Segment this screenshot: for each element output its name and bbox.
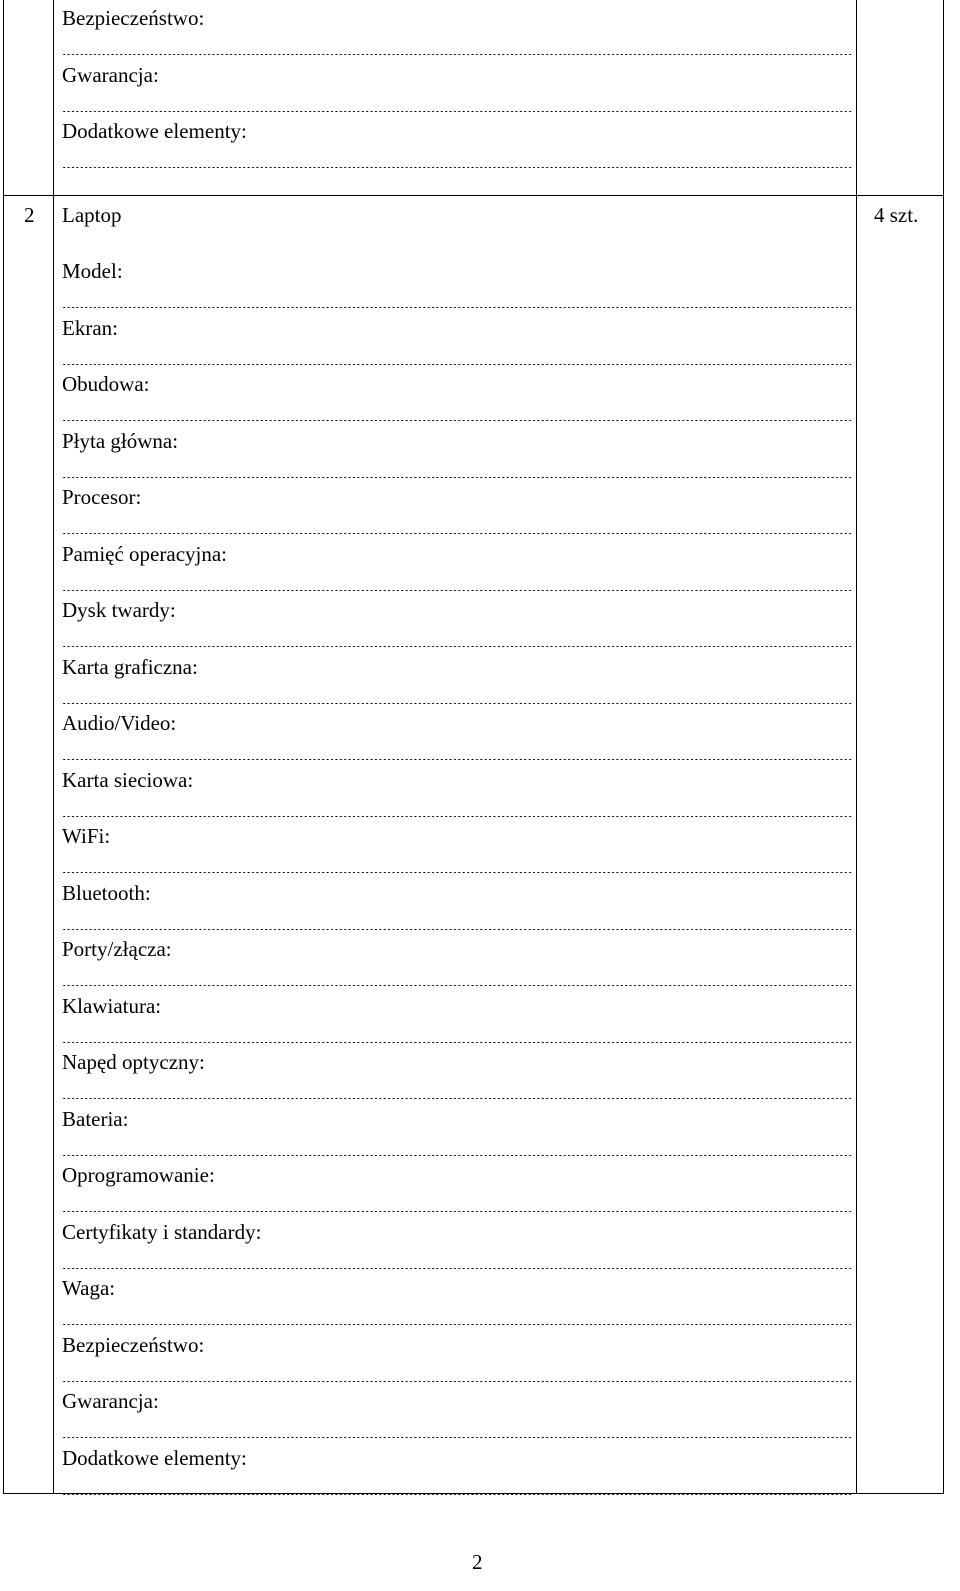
field-label: Bezpieczeństwo: (62, 6, 205, 30)
fill-in-line[interactable] (62, 54, 852, 55)
field-label: Certyfikaty i standardy: (62, 1219, 262, 1244)
field-label: Procesor: (62, 485, 142, 509)
fill-in-line[interactable] (62, 1494, 852, 1495)
field-label: Bezpieczeństwo: (62, 1332, 205, 1357)
fill-in-line[interactable] (62, 533, 852, 534)
field-label: Bateria: (62, 1106, 129, 1131)
field-label: Oprogramowanie: (62, 1163, 215, 1187)
fill-in-line[interactable] (62, 816, 852, 817)
fill-in-line[interactable] (62, 929, 852, 930)
row-separator (3, 195, 944, 196)
fill-in-line[interactable] (62, 1381, 852, 1382)
fill-in-line[interactable] (62, 1042, 852, 1043)
field-label: Model: (62, 259, 123, 283)
field-label: Dodatkowe elementy: (62, 1445, 247, 1470)
field-label: Bluetooth: (62, 880, 151, 905)
field-label: Klawiatura: (62, 993, 162, 1018)
fill-in-line[interactable] (62, 703, 852, 704)
fill-in-line[interactable] (62, 1211, 852, 1212)
fill-in-line[interactable] (62, 1268, 852, 1269)
fill-in-line[interactable] (62, 1098, 852, 1099)
column-divider-quantity (856, 0, 857, 1494)
fill-in-line[interactable] (62, 646, 852, 647)
column-divider-number (53, 0, 54, 1494)
field-label: Karta graficzna: (62, 654, 198, 679)
field-label: Gwarancja: (62, 1389, 159, 1413)
field-label: Karta sieciowa: (62, 767, 194, 792)
field-label: Płyta główna: (62, 428, 179, 453)
table-left-border (3, 0, 4, 1494)
fill-in-line[interactable] (62, 1324, 852, 1325)
field-label: Ekran: (62, 315, 118, 340)
field-label: Dysk twardy: (62, 598, 176, 622)
field-label: Dodatkowe elementy: (62, 119, 247, 143)
field-label: Audio/Video: (62, 711, 177, 735)
field-label: WiFi: (62, 824, 111, 848)
fill-in-line[interactable] (62, 364, 852, 365)
field-label: Porty/złącza: (62, 937, 172, 961)
field-label: Gwarancja: (62, 62, 159, 87)
field-label: Waga: (62, 1276, 116, 1300)
fill-in-line[interactable] (62, 759, 852, 760)
fill-in-line[interactable] (62, 477, 852, 478)
fill-in-line[interactable] (62, 111, 852, 112)
page-number: 2 (472, 1550, 483, 1574)
fill-in-line[interactable] (62, 1437, 852, 1438)
fill-in-line[interactable] (62, 420, 852, 421)
fill-in-line[interactable] (62, 1155, 852, 1156)
field-label: Obudowa: (62, 372, 150, 396)
row-number: 2 (24, 203, 35, 227)
fill-in-line[interactable] (62, 307, 852, 308)
item-quantity: 4 szt. (874, 203, 919, 227)
fill-in-line[interactable] (62, 590, 852, 591)
field-label: Pamięć operacyjna: (62, 541, 228, 566)
fill-in-line[interactable] (62, 872, 852, 873)
item-title: Laptop (62, 203, 122, 227)
table-right-border (943, 0, 944, 1494)
fill-in-line[interactable] (62, 985, 852, 986)
field-label: Napęd optyczny: (62, 1050, 205, 1074)
fill-in-line[interactable] (62, 167, 852, 168)
